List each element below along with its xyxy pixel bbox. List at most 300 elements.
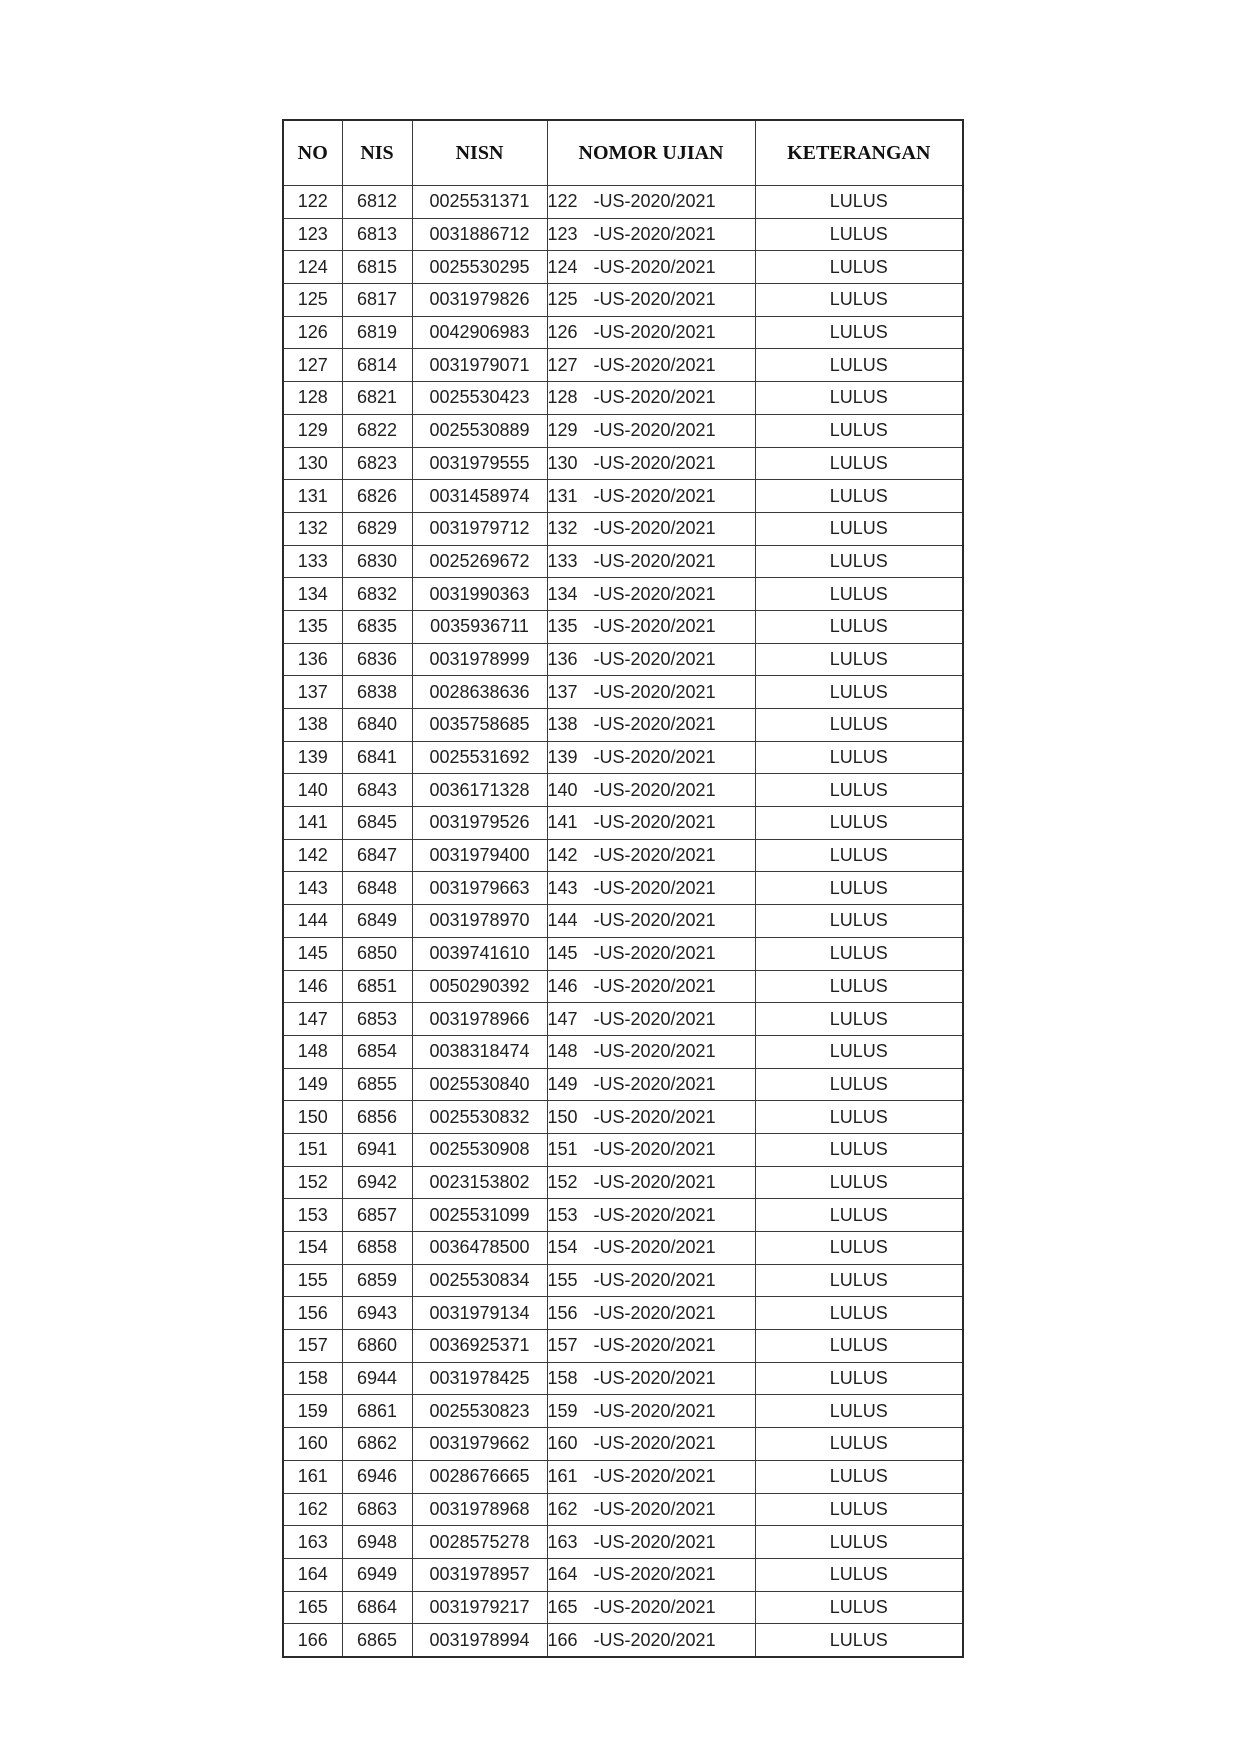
exam-suffix: -US-2020/2021 [593,452,716,473]
cell-nomor-ujian [547,643,755,676]
cell-keterangan: LULUS [755,807,963,840]
exam-suffix: -US-2020/2021 [593,1466,716,1487]
cell-keterangan: LULUS [755,741,963,774]
cell-no: 125 [283,284,342,317]
cell-nomor-ujian [547,1493,755,1526]
table-row [283,284,963,317]
cell-no: 146 [283,970,342,1003]
table-row [283,382,963,415]
exam-suffix: -US-2020/2021 [593,1596,716,1617]
header-no: NO [283,120,342,186]
cell-nis: 6841 [342,741,412,774]
table-row [283,1624,963,1657]
cell-nisn: 0025531692 [412,741,547,774]
exam-suffix: -US-2020/2021 [593,518,716,539]
cell-keterangan: LULUS [755,382,963,415]
cell-nisn: 0025530823 [412,1395,547,1428]
cell-no: 136 [283,643,342,676]
table-row [283,218,963,251]
cell-keterangan: LULUS [755,284,963,317]
table-row [283,1264,963,1297]
cell-nis: 6817 [342,284,412,317]
cell-nis: 6840 [342,709,412,742]
cell-nomor-ujian [547,807,755,840]
header-row [283,120,963,186]
cell-keterangan: LULUS [755,512,963,545]
exam-number: 139 [547,747,578,768]
cell-nomor-ujian [547,709,755,742]
cell-nomor-ujian [547,218,755,251]
cell-nomor-ujian [547,512,755,545]
cell-keterangan: LULUS [755,1428,963,1461]
cell-keterangan: LULUS [755,414,963,447]
cell-nomor-ujian [547,1133,755,1166]
cell-nisn: 0028638636 [412,676,547,709]
exam-number: 126 [547,322,578,343]
cell-keterangan: LULUS [755,970,963,1003]
cell-nis: 6948 [342,1526,412,1559]
exam-number: 130 [547,452,578,473]
exam-suffix: -US-2020/2021 [593,1629,716,1650]
exam-suffix: -US-2020/2021 [593,877,716,898]
cell-no: 161 [283,1460,342,1493]
exam-suffix: -US-2020/2021 [593,616,716,637]
header-keterangan: KETERANGAN [755,120,963,186]
exam-number: 137 [547,681,578,702]
cell-nisn: 0050290392 [412,970,547,1003]
table-row [283,741,963,774]
cell-keterangan: LULUS [755,1297,963,1330]
cell-nisn: 0023153802 [412,1166,547,1199]
exam-number: 149 [547,1073,578,1094]
table-row [283,480,963,513]
table-row [283,1133,963,1166]
exam-suffix: -US-2020/2021 [593,1073,716,1094]
cell-nisn: 0031979217 [412,1591,547,1624]
exam-number: 125 [547,289,578,310]
table-row [283,970,963,1003]
cell-no: 127 [283,349,342,382]
cell-nomor-ujian [547,872,755,905]
cell-nis: 6849 [342,905,412,938]
exam-suffix: -US-2020/2021 [593,485,716,506]
cell-nisn: 0025531099 [412,1199,547,1232]
table-row [283,1003,963,1036]
table-row [283,512,963,545]
exam-number: 133 [547,550,578,571]
cell-nomor-ujian [547,905,755,938]
header-nomor-ujian: NOMOR UJIAN [547,120,755,186]
exam-number: 157 [547,1335,578,1356]
exam-suffix: -US-2020/2021 [593,550,716,571]
cell-keterangan: LULUS [755,349,963,382]
exam-number: 163 [547,1531,578,1552]
cell-nis: 6822 [342,414,412,447]
cell-no: 135 [283,610,342,643]
cell-no: 144 [283,905,342,938]
cell-nis: 6855 [342,1068,412,1101]
cell-no: 134 [283,578,342,611]
table-row [283,1395,963,1428]
exam-suffix: -US-2020/2021 [593,1433,716,1454]
cell-nisn: 0031979663 [412,872,547,905]
exam-suffix: -US-2020/2021 [593,943,716,964]
cell-nisn: 0038318474 [412,1035,547,1068]
cell-nis: 6821 [342,382,412,415]
cell-nisn: 0036478500 [412,1232,547,1265]
cell-nomor-ujian [547,610,755,643]
cell-keterangan: LULUS [755,1526,963,1559]
cell-no: 160 [283,1428,342,1461]
cell-nisn: 0031978994 [412,1624,547,1657]
cell-keterangan: LULUS [755,774,963,807]
exam-suffix: -US-2020/2021 [593,1564,716,1585]
exam-number: 134 [547,583,578,604]
cell-no: 137 [283,676,342,709]
cell-nis: 6941 [342,1133,412,1166]
cell-nisn: 0028676665 [412,1460,547,1493]
header-nis: NIS [342,120,412,186]
table-row [283,905,963,938]
cell-nisn: 0031458974 [412,480,547,513]
document-page [282,119,964,1658]
cell-nis: 6853 [342,1003,412,1036]
cell-keterangan: LULUS [755,1003,963,1036]
cell-keterangan: LULUS [755,872,963,905]
cell-nomor-ujian [547,1199,755,1232]
cell-no: 154 [283,1232,342,1265]
exam-number: 132 [547,518,578,539]
exam-suffix: -US-2020/2021 [593,1368,716,1389]
cell-nomor-ujian [547,1428,755,1461]
cell-nisn: 0031979526 [412,807,547,840]
cell-no: 147 [283,1003,342,1036]
exam-suffix: -US-2020/2021 [593,747,716,768]
exam-number: 151 [547,1139,578,1160]
cell-no: 131 [283,480,342,513]
cell-keterangan: LULUS [755,316,963,349]
cell-nis: 6864 [342,1591,412,1624]
cell-nomor-ujian [547,284,755,317]
cell-nis: 6826 [342,480,412,513]
cell-keterangan: LULUS [755,1330,963,1363]
exam-suffix: -US-2020/2021 [593,1106,716,1127]
cell-nisn: 0025530889 [412,414,547,447]
exam-number: 154 [547,1237,578,1258]
table-row [283,1297,963,1330]
exam-number: 122 [547,191,578,212]
cell-nis: 6850 [342,937,412,970]
exam-number: 138 [547,714,578,735]
cell-nomor-ujian [547,1362,755,1395]
cell-keterangan: LULUS [755,1624,963,1657]
exam-number: 147 [547,1008,578,1029]
cell-no: 150 [283,1101,342,1134]
cell-no: 165 [283,1591,342,1624]
cell-nomor-ujian [547,1003,755,1036]
cell-nis: 6815 [342,251,412,284]
cell-no: 152 [283,1166,342,1199]
cell-nis: 6943 [342,1297,412,1330]
cell-nis: 6857 [342,1199,412,1232]
cell-nisn: 0031979712 [412,512,547,545]
cell-no: 149 [283,1068,342,1101]
cell-keterangan: LULUS [755,839,963,872]
cell-keterangan: LULUS [755,643,963,676]
cell-nomor-ujian [547,349,755,382]
exam-suffix: -US-2020/2021 [593,1531,716,1552]
cell-nomor-ujian [547,676,755,709]
cell-nis: 6856 [342,1101,412,1134]
cell-nis: 6862 [342,1428,412,1461]
cell-nis: 6843 [342,774,412,807]
table-row [283,1460,963,1493]
cell-keterangan: LULUS [755,480,963,513]
table-row [283,709,963,742]
exam-number: 141 [547,812,578,833]
table-row [283,872,963,905]
cell-keterangan: LULUS [755,1068,963,1101]
cell-nis: 6949 [342,1558,412,1591]
cell-nisn: 0031978968 [412,1493,547,1526]
cell-nis: 6942 [342,1166,412,1199]
cell-nomor-ujian [547,1101,755,1134]
exam-suffix: -US-2020/2021 [593,1400,716,1421]
cell-keterangan: LULUS [755,1362,963,1395]
exam-number: 150 [547,1106,578,1127]
exam-number: 148 [547,1041,578,1062]
cell-nisn: 0042906983 [412,316,547,349]
exam-number: 144 [547,910,578,931]
exam-suffix: -US-2020/2021 [593,354,716,375]
cell-nisn: 0025530908 [412,1133,547,1166]
cell-keterangan: LULUS [755,545,963,578]
table-row [283,774,963,807]
cell-nisn: 0031978999 [412,643,547,676]
cell-nisn: 0035936711 [412,610,547,643]
cell-nis: 6836 [342,643,412,676]
cell-no: 139 [283,741,342,774]
cell-nomor-ujian [547,839,755,872]
cell-nisn: 0031979662 [412,1428,547,1461]
exam-number: 153 [547,1204,578,1225]
table-row [283,251,963,284]
exam-suffix: -US-2020/2021 [593,1008,716,1029]
cell-nomor-ujian [547,1166,755,1199]
exam-suffix: -US-2020/2021 [593,322,716,343]
cell-nomor-ujian [547,1264,755,1297]
cell-no: 162 [283,1493,342,1526]
cell-nisn: 0025530423 [412,382,547,415]
exam-suffix: -US-2020/2021 [593,779,716,800]
table-row [283,1101,963,1134]
cell-no: 153 [283,1199,342,1232]
cell-nomor-ujian [547,937,755,970]
cell-no: 124 [283,251,342,284]
cell-nomor-ujian [547,1297,755,1330]
cell-keterangan: LULUS [755,1101,963,1134]
cell-nis: 6823 [342,447,412,480]
cell-nisn: 0036171328 [412,774,547,807]
exam-number: 162 [547,1498,578,1519]
exam-number: 160 [547,1433,578,1454]
results-table [282,119,964,1658]
cell-nis: 6858 [342,1232,412,1265]
table-row [283,1330,963,1363]
cell-no: 145 [283,937,342,970]
cell-nis: 6861 [342,1395,412,1428]
cell-nisn: 0025530834 [412,1264,547,1297]
cell-keterangan: LULUS [755,1264,963,1297]
cell-no: 141 [283,807,342,840]
cell-nomor-ujian [547,970,755,1003]
exam-number: 123 [547,224,578,245]
exam-number: 161 [547,1466,578,1487]
exam-number: 131 [547,485,578,506]
cell-no: 142 [283,839,342,872]
table-row [283,807,963,840]
exam-number: 135 [547,616,578,637]
cell-nis: 6813 [342,218,412,251]
cell-nis: 6819 [342,316,412,349]
cell-nomor-ujian [547,316,755,349]
exam-suffix: -US-2020/2021 [593,812,716,833]
table-row [283,1166,963,1199]
cell-nisn: 0025530840 [412,1068,547,1101]
cell-nisn: 0031978966 [412,1003,547,1036]
cell-keterangan: LULUS [755,610,963,643]
exam-number: 158 [547,1368,578,1389]
cell-nisn: 0028575278 [412,1526,547,1559]
exam-suffix: -US-2020/2021 [593,1204,716,1225]
table-row [283,1232,963,1265]
cell-nomor-ujian [547,1624,755,1657]
exam-number: 159 [547,1400,578,1421]
exam-suffix: -US-2020/2021 [593,256,716,277]
cell-nisn: 0031979400 [412,839,547,872]
cell-nis: 6829 [342,512,412,545]
cell-nis: 6848 [342,872,412,905]
cell-nis: 6832 [342,578,412,611]
exam-suffix: -US-2020/2021 [593,975,716,996]
cell-nisn: 0031978957 [412,1558,547,1591]
exam-number: 143 [547,877,578,898]
table-row [283,186,963,219]
cell-nisn: 0031990363 [412,578,547,611]
cell-nisn: 0031979826 [412,284,547,317]
cell-no: 143 [283,872,342,905]
cell-nisn: 0025531371 [412,186,547,219]
cell-nisn: 0039741610 [412,937,547,970]
exam-number: 165 [547,1596,578,1617]
exam-suffix: -US-2020/2021 [593,387,716,408]
cell-no: 122 [283,186,342,219]
table-row [283,676,963,709]
exam-number: 129 [547,420,578,441]
cell-nomor-ujian [547,1068,755,1101]
cell-nisn: 0031978970 [412,905,547,938]
cell-nomor-ujian [547,545,755,578]
cell-nomor-ujian [547,1330,755,1363]
cell-no: 132 [283,512,342,545]
cell-nis: 6845 [342,807,412,840]
exam-suffix: -US-2020/2021 [593,583,716,604]
exam-number: 152 [547,1171,578,1192]
cell-keterangan: LULUS [755,218,963,251]
exam-suffix: -US-2020/2021 [593,1302,716,1323]
exam-suffix: -US-2020/2021 [593,420,716,441]
cell-nisn: 0031978425 [412,1362,547,1395]
exam-number: 127 [547,354,578,375]
cell-keterangan: LULUS [755,1035,963,1068]
exam-number: 140 [547,779,578,800]
table-row [283,1199,963,1232]
cell-nisn: 0035758685 [412,709,547,742]
table-row [283,1035,963,1068]
exam-suffix: -US-2020/2021 [593,191,716,212]
cell-keterangan: LULUS [755,1232,963,1265]
exam-number: 146 [547,975,578,996]
cell-nisn: 0025530832 [412,1101,547,1134]
cell-nis: 6851 [342,970,412,1003]
exam-suffix: -US-2020/2021 [593,1335,716,1356]
cell-nis: 6863 [342,1493,412,1526]
exam-number: 136 [547,648,578,669]
exam-number: 164 [547,1564,578,1585]
cell-keterangan: LULUS [755,1460,963,1493]
exam-suffix: -US-2020/2021 [593,1237,716,1258]
exam-number: 128 [547,387,578,408]
cell-nomor-ujian [547,1232,755,1265]
cell-keterangan: LULUS [755,186,963,219]
table-row [283,349,963,382]
table-row [283,1493,963,1526]
table-row [283,414,963,447]
table-body [283,186,963,1657]
cell-nis: 6860 [342,1330,412,1363]
cell-nomor-ujian [547,1460,755,1493]
exam-suffix: -US-2020/2021 [593,714,716,735]
table-row [283,937,963,970]
cell-nis: 6859 [342,1264,412,1297]
cell-no: 129 [283,414,342,447]
exam-number: 156 [547,1302,578,1323]
table-row [283,316,963,349]
cell-nomor-ujian [547,1035,755,1068]
cell-no: 166 [283,1624,342,1657]
cell-nomor-ujian [547,774,755,807]
exam-suffix: -US-2020/2021 [593,648,716,669]
table-row [283,1558,963,1591]
cell-nisn: 0031886712 [412,218,547,251]
cell-no: 140 [283,774,342,807]
cell-nisn: 0025530295 [412,251,547,284]
exam-number: 155 [547,1270,578,1291]
cell-keterangan: LULUS [755,1166,963,1199]
cell-nomor-ujian [547,1558,755,1591]
exam-suffix: -US-2020/2021 [593,1139,716,1160]
table-row [283,545,963,578]
table-row [283,1068,963,1101]
cell-nis: 6812 [342,186,412,219]
cell-no: 157 [283,1330,342,1363]
exam-suffix: -US-2020/2021 [593,289,716,310]
table-row [283,610,963,643]
cell-nomor-ujian [547,186,755,219]
cell-nomor-ujian [547,1395,755,1428]
table-row [283,1362,963,1395]
table-row [283,839,963,872]
